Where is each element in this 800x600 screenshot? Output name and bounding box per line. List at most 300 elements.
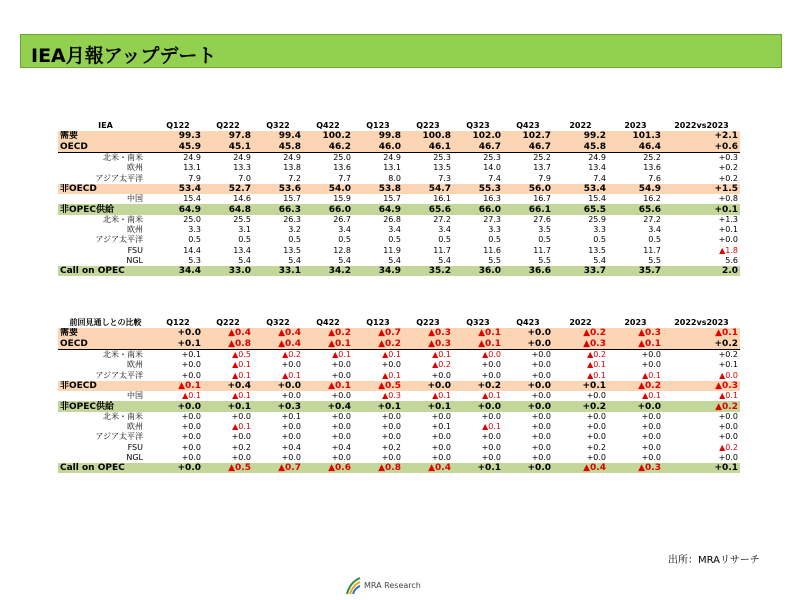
table-cell: +0.2	[453, 381, 503, 391]
column-header: 2022	[569, 318, 592, 328]
table-cell: 0.5	[593, 235, 606, 245]
table-cell: +0.0	[331, 360, 351, 370]
row-label: FSU	[127, 442, 143, 452]
table-cell: +0.0	[503, 328, 553, 338]
table-cell: ▲0.2	[303, 328, 353, 338]
table-cell: +0.0	[531, 370, 551, 380]
table-cell: +0.2	[381, 442, 401, 452]
table-cell: +0.0	[503, 381, 553, 391]
table-cell: +0.4	[303, 401, 353, 411]
table-row	[58, 163, 740, 173]
table-cell: +0.0	[431, 411, 451, 421]
table-cell: 7.0	[238, 173, 251, 183]
row-label: OECD	[58, 339, 153, 350]
table-cell: 46.2	[303, 142, 353, 153]
table-cell: 45.9	[153, 142, 203, 153]
table-cell: 3.4	[648, 225, 661, 235]
table-cell: ▲0.2	[663, 401, 740, 411]
table-cell: +0.0	[586, 411, 606, 421]
table-cell: +0.0	[503, 401, 553, 411]
row-label: 北米・南米	[103, 411, 143, 421]
row-label: 北米・南米	[103, 153, 143, 163]
table-cell: ▲0.3	[382, 391, 401, 401]
table-cell: 5.4	[338, 256, 351, 265]
table-cell: +0.0	[331, 411, 351, 421]
row-label: Call on OPEC	[58, 463, 153, 473]
table-cell: 53.4	[153, 184, 203, 194]
table-cell: 3.3	[188, 225, 201, 235]
table-cell: 5.4	[388, 256, 401, 265]
table-row	[58, 432, 740, 442]
table-cell: 25.0	[183, 214, 201, 224]
table-cell: 15.7	[383, 194, 401, 204]
table-cell: +0.0	[331, 453, 351, 462]
table-cell: 7.7	[338, 173, 351, 183]
column-header: Q322	[266, 121, 290, 131]
table-row	[58, 152, 740, 163]
table-cell: ▲0.2	[432, 360, 451, 370]
table-cell: 0.5	[648, 235, 661, 245]
table-cell: +0.0	[231, 453, 251, 462]
table-cell: 13.3	[233, 163, 251, 173]
table-cell: ▲0.1	[232, 360, 251, 370]
table-cell: ▲0.1	[332, 350, 351, 360]
row-label: Call on OPEC	[58, 266, 153, 276]
table-cell: 54.9	[608, 184, 663, 194]
table-cell: +0.0	[641, 432, 661, 442]
table-cell: 34.9	[353, 266, 403, 276]
table-cell: ▲0.3	[608, 328, 663, 338]
header-row	[58, 121, 740, 131]
table-cell: 24.9	[588, 153, 606, 163]
title-banner	[20, 34, 782, 68]
row-label: NGL	[126, 453, 143, 462]
column-header: 2023	[624, 318, 647, 328]
table-cell: 7.9	[538, 173, 551, 183]
table-row	[58, 443, 740, 453]
row-label: アジア太平洋	[95, 432, 143, 442]
table-cell: +0.0	[503, 463, 553, 473]
table-cell: 35.7	[608, 266, 663, 276]
table-cell: 7.3	[438, 173, 451, 183]
table-cell: ▲0.1	[382, 350, 401, 360]
table-cell: +0.1	[663, 463, 740, 473]
table-cell: ▲0.6	[303, 463, 353, 473]
table-cell: 97.8	[203, 131, 253, 141]
table-cell: +0.2	[718, 173, 738, 183]
table-row	[58, 173, 740, 183]
column-header: 2022vs2023	[674, 318, 729, 328]
table-row	[58, 131, 740, 141]
table-cell: ▲0.1	[232, 422, 251, 432]
table-cell: 15.9	[333, 194, 351, 204]
table-cell: +0.1	[353, 401, 403, 411]
table-cell: 65.6	[608, 204, 663, 214]
table-cell: +0.0	[481, 442, 501, 452]
table-row	[58, 360, 740, 370]
table-cell: 65.6	[403, 204, 453, 214]
table-cell: ▲0.0	[719, 370, 738, 380]
table-cell: +0.0	[431, 432, 451, 442]
table-cell: 24.9	[233, 153, 251, 163]
table-cell: 24.9	[283, 153, 301, 163]
table-cell: 34.2	[303, 266, 353, 276]
table-cell: 53.4	[553, 184, 608, 194]
table-cell: ▲0.7	[353, 328, 403, 338]
table-cell: 26.7	[333, 214, 351, 224]
table-cell: 66.1	[503, 204, 553, 214]
table-cell: +0.0	[641, 411, 661, 421]
table-cell: +0.0	[641, 350, 661, 360]
row-label: 中国	[127, 194, 143, 204]
column-header: Q322	[266, 318, 290, 328]
table-cell: ▲0.1	[482, 391, 501, 401]
table-row	[58, 215, 740, 225]
table-row	[58, 204, 740, 214]
table-cell: ▲0.2	[719, 442, 738, 452]
column-header: 2023	[624, 121, 647, 131]
table-cell: ▲0.1	[303, 381, 353, 391]
table-cell: ▲0.1	[642, 391, 661, 401]
table-cell: 7.6	[648, 173, 661, 183]
table-cell: +0.0	[531, 422, 551, 432]
table-cell: +0.0	[531, 350, 551, 360]
table-cell: 11.7	[643, 245, 661, 255]
table-cell: +0.0	[381, 360, 401, 370]
table-row	[58, 391, 740, 401]
table-cell: 8.0	[388, 173, 401, 183]
table-cell: 100.2	[303, 131, 353, 141]
table-cell: +0.0	[331, 432, 351, 442]
table-cell: 5.4	[438, 256, 451, 265]
table-cell: 5.5	[648, 256, 661, 265]
table-cell: 13.5	[283, 245, 301, 255]
table-cell: 35.2	[403, 266, 453, 276]
column-header: Q222	[216, 318, 240, 328]
table-cell: +0.0	[531, 453, 551, 462]
table-cell: ▲0.5	[203, 463, 253, 473]
table-cell: +0.0	[586, 391, 606, 401]
table-cell: +0.2	[231, 442, 251, 452]
table-cell: ▲0.3	[553, 339, 608, 350]
table-cell: +0.1	[403, 401, 453, 411]
row-label: 非OPEC供給	[58, 204, 153, 214]
row-label: 欧州	[127, 225, 143, 235]
row-label: 北米・南米	[103, 350, 143, 360]
table-cell: 5.4	[288, 256, 301, 265]
table-row	[58, 381, 740, 391]
table-cell: +0.0	[586, 422, 606, 432]
table-cell: +0.1	[181, 350, 201, 360]
table-cell: 46.7	[453, 142, 503, 153]
table-cell: 13.5	[433, 163, 451, 173]
table-cell: 13.8	[283, 163, 301, 173]
table-row	[58, 256, 740, 266]
table-cell: +0.0	[231, 432, 251, 442]
table-cell: +0.0	[181, 453, 201, 462]
table-cell: ▲0.4	[553, 463, 608, 473]
table-cell: 5.4	[238, 256, 251, 265]
table-cell: +0.1	[553, 381, 608, 391]
table-cell: +0.0	[403, 381, 453, 391]
table-cell: +0.0	[531, 391, 551, 401]
table-cell: 54.0	[303, 184, 353, 194]
table-cell: 5.5	[488, 256, 501, 265]
column-header: Q222	[216, 121, 240, 131]
table-cell: 53.6	[253, 184, 303, 194]
table-cell: 16.1	[433, 194, 451, 204]
table-cell: 46.7	[503, 142, 553, 153]
table-cell: 102.0	[453, 131, 503, 141]
table-cell: +0.0	[331, 391, 351, 401]
table-cell: 11.7	[433, 245, 451, 255]
column-header: Q423	[516, 121, 540, 131]
table-cell: +0.0	[181, 442, 201, 452]
table-cell: ▲0.4	[253, 339, 303, 350]
table-cell: 13.7	[533, 163, 551, 173]
table-cell: 0.5	[188, 235, 201, 245]
table-cell: 2.0	[663, 266, 740, 276]
row-label: アジア太平洋	[95, 370, 143, 380]
table-cell: 25.2	[533, 153, 551, 163]
table-row	[58, 266, 740, 276]
table-cell: 26.8	[383, 214, 401, 224]
table-row	[58, 339, 740, 350]
table-cell: 16.7	[533, 194, 551, 204]
table-cell: 11.9	[383, 245, 401, 255]
table-cell: 24.9	[183, 153, 201, 163]
table-cell: +0.0	[531, 360, 551, 370]
table-cell: 3.1	[238, 225, 251, 235]
table-cell: 0.5	[438, 235, 451, 245]
table-cell: +0.3	[718, 153, 738, 163]
table-cell: 25.5	[233, 214, 251, 224]
table-cell: ▲0.2	[282, 350, 301, 360]
table-cell: 46.0	[353, 142, 403, 153]
table-cell: ▲0.2	[587, 350, 606, 360]
table-cell: +0.0	[481, 453, 501, 462]
table-cell: +0.0	[331, 422, 351, 432]
table-row	[58, 422, 740, 432]
table-cell: +0.0	[608, 401, 663, 411]
table-cell: 3.3	[593, 225, 606, 235]
table-cell: ▲0.1	[282, 370, 301, 380]
table-cell: +0.0	[718, 422, 738, 432]
table-cell: 36.6	[503, 266, 553, 276]
table-cell: +0.0	[586, 432, 606, 442]
row-label: 中国	[127, 391, 143, 401]
table-cell: +0.6	[663, 142, 740, 153]
table-cell: +0.0	[453, 401, 503, 411]
table-cell: 102.7	[503, 131, 553, 141]
table-cell: ▲0.2	[353, 339, 403, 350]
column-header: Q123	[366, 318, 390, 328]
table-cell: +0.2	[586, 442, 606, 452]
table-cell: 3.4	[438, 225, 451, 235]
table-cell: 66.0	[453, 204, 503, 214]
table-cell: +0.0	[281, 422, 301, 432]
table-cell: +0.0	[641, 453, 661, 462]
table-cell: +0.0	[641, 442, 661, 452]
table-cell: 13.5	[588, 245, 606, 255]
table-cell: ▲0.5	[232, 350, 251, 360]
table-cell: 26.3	[283, 214, 301, 224]
table-cell: +0.0	[381, 422, 401, 432]
table-cell: 15.7	[283, 194, 301, 204]
table-label-header: IEA	[98, 121, 113, 131]
row-label: 非OECD	[58, 184, 153, 194]
table-cell: 5.3	[188, 256, 201, 265]
table-cell: 11.6	[483, 245, 501, 255]
table-cell: +0.0	[281, 391, 301, 401]
table-cell: +0.2	[718, 350, 738, 360]
table-cell: 99.8	[353, 131, 403, 141]
table-cell: ▲0.1	[182, 391, 201, 401]
table-cell: +0.0	[431, 453, 451, 462]
table-cell: ▲0.1	[453, 339, 503, 350]
table-cell: 46.4	[608, 142, 663, 153]
row-label: 欧州	[127, 360, 143, 370]
table-row	[58, 225, 740, 235]
table-cell: +0.0	[481, 370, 501, 380]
table-cell: +0.0	[281, 453, 301, 462]
table-cell: 0.5	[288, 235, 301, 245]
table-cell: +0.4	[281, 442, 301, 452]
table-cell: 65.5	[553, 204, 608, 214]
table-cell: +0.1	[663, 204, 740, 214]
row-label: 欧州	[127, 163, 143, 173]
table-cell: 34.4	[153, 266, 203, 276]
row-label: 需要	[58, 131, 153, 141]
table-cell: ▲0.4	[253, 328, 303, 338]
table-cell: +0.0	[431, 370, 451, 380]
header-row	[58, 318, 740, 328]
table-cell: 25.2	[643, 153, 661, 163]
table-cell: +0.0	[586, 453, 606, 462]
table-cell: +0.8	[718, 194, 738, 204]
table-row	[58, 401, 740, 411]
table-cell: ▲0.1	[153, 381, 203, 391]
table-row	[58, 184, 740, 194]
revision-comparison-table	[58, 318, 740, 473]
table-cell: ▲0.5	[353, 381, 403, 391]
table-cell: 3.4	[338, 225, 351, 235]
table-cell: +0.0	[181, 411, 201, 421]
table-cell: +0.0	[181, 370, 201, 380]
table-cell: 0.5	[388, 235, 401, 245]
table-cell: ▲0.1	[432, 391, 451, 401]
row-label: OECD	[58, 142, 153, 153]
table-cell: +0.1	[281, 411, 301, 421]
table-cell: 52.7	[203, 184, 253, 194]
table-cell: ▲0.1	[303, 339, 353, 350]
table-cell: ▲0.1	[642, 370, 661, 380]
table-cell: 13.6	[643, 163, 661, 173]
table-label-header: 前回見通しとの比較	[69, 318, 142, 328]
table-cell: ▲0.1	[232, 370, 251, 380]
table-cell: +0.0	[718, 235, 738, 245]
table-cell: 64.9	[153, 204, 203, 214]
table-cell: ▲0.1	[382, 370, 401, 380]
row-label: アジア太平洋	[95, 173, 143, 183]
table-cell: 101.3	[608, 131, 663, 141]
column-header: Q422	[316, 121, 340, 131]
table-cell: 0.5	[238, 235, 251, 245]
table-cell: +0.0	[718, 432, 738, 442]
table-cell: +0.0	[381, 411, 401, 421]
table-cell: 13.4	[233, 245, 251, 255]
row-label: アジア太平洋	[95, 235, 143, 245]
table-cell: ▲0.1	[587, 360, 606, 370]
row-label: 欧州	[127, 422, 143, 432]
table-cell: ▲0.7	[253, 463, 303, 473]
table-cell: +0.4	[331, 442, 351, 452]
table-cell: ▲0.1	[663, 328, 740, 338]
table-cell: 14.4	[183, 245, 201, 255]
source-note: 出所：MRAリサーチ	[668, 555, 760, 566]
table-cell: +0.1	[153, 339, 203, 350]
table-cell: +0.0	[381, 453, 401, 462]
table-cell: 7.4	[488, 173, 501, 183]
table-cell: +0.0	[641, 422, 661, 432]
table-cell: 14.0	[483, 163, 501, 173]
table-row	[58, 142, 740, 153]
table-cell: 45.8	[553, 142, 608, 153]
table-cell: 66.0	[303, 204, 353, 214]
table-cell: +0.1	[453, 463, 503, 473]
table-cell: 25.3	[433, 153, 451, 163]
table-cell: +0.0	[531, 432, 551, 442]
table-row	[58, 453, 740, 463]
table-cell: +0.0	[381, 432, 401, 442]
table-cell: +1.3	[718, 214, 738, 224]
table-cell: 3.4	[388, 225, 401, 235]
row-label: 需要	[58, 328, 153, 338]
table-cell: +0.3	[253, 401, 303, 411]
table-cell: ▲0.3	[403, 339, 453, 350]
column-header: Q223	[416, 318, 440, 328]
table-cell: +0.4	[203, 381, 253, 391]
column-header: Q423	[516, 318, 540, 328]
row-label: FSU	[127, 245, 143, 255]
table-cell: 56.0	[503, 184, 553, 194]
table-cell: 33.7	[553, 266, 608, 276]
logo-icon	[344, 576, 362, 596]
table-cell: 53.8	[353, 184, 403, 194]
table-cell: 0.5	[538, 235, 551, 245]
table-cell: 45.1	[203, 142, 253, 153]
table-cell: +0.0	[253, 381, 303, 391]
row-label: 北米・南米	[103, 214, 143, 224]
table-cell: +0.0	[481, 411, 501, 421]
column-header: Q122	[166, 121, 190, 131]
table-cell: 27.6	[533, 214, 551, 224]
table-cell: 25.9	[588, 214, 606, 224]
table-row	[58, 370, 740, 380]
table-cell: 5.4	[593, 256, 606, 265]
table-cell: 27.2	[643, 214, 661, 224]
table-cell: +0.1	[203, 401, 253, 411]
column-header: Q123	[366, 121, 390, 131]
table-cell: 13.1	[383, 163, 401, 173]
table-cell: 36.0	[453, 266, 503, 276]
table-cell: 64.8	[203, 204, 253, 214]
table-cell: ▲0.1	[432, 350, 451, 360]
table-cell: +0.0	[153, 328, 203, 338]
table-cell: +0.0	[531, 411, 551, 421]
table-cell: ▲0.1	[608, 339, 663, 350]
table-cell: ▲0.0	[482, 350, 501, 360]
